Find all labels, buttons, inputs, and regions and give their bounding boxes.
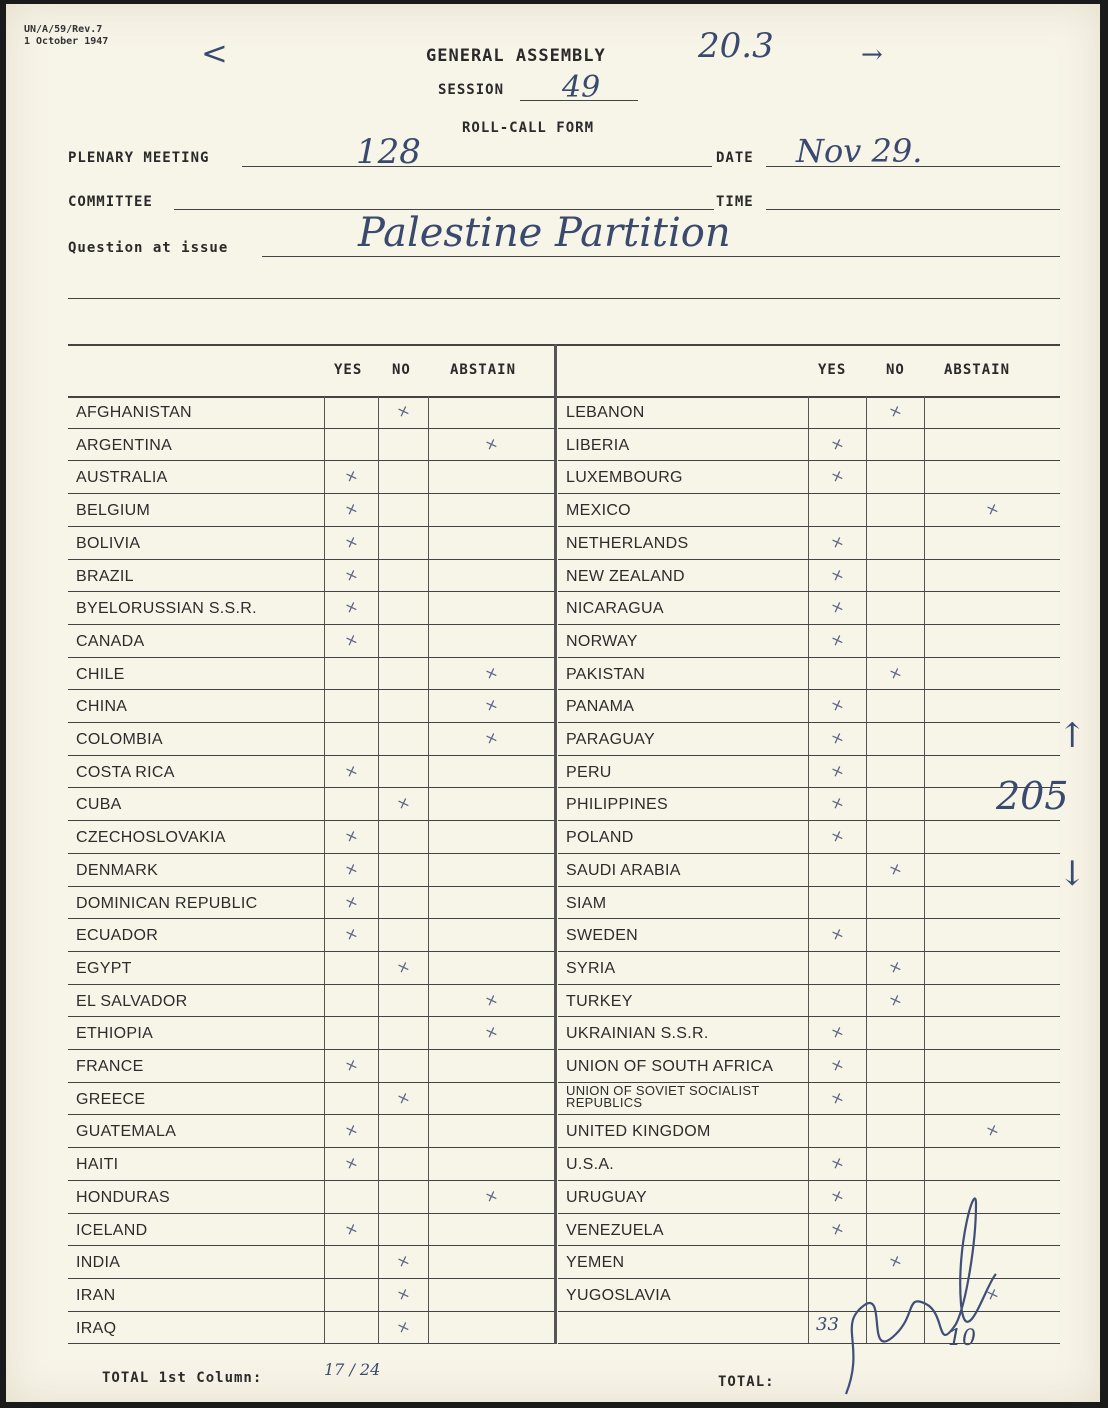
vote-mark-yes: × bbox=[828, 1185, 847, 1207]
vote-mark-abstain: × bbox=[983, 1119, 1002, 1141]
vote-mark-yes: × bbox=[828, 727, 847, 749]
right-country-sweden: SWEDEN bbox=[566, 927, 639, 945]
left-country-czechoslovakia: CZECHOSLOVAKIA bbox=[76, 829, 226, 847]
left-country-honduras: HONDURAS bbox=[76, 1188, 170, 1206]
handwritten-page-note: 20.3 bbox=[698, 26, 774, 66]
vote-mark-yes: × bbox=[342, 498, 361, 520]
vote-mark-yes: × bbox=[828, 433, 847, 455]
right-country-liberia: LIBERIA bbox=[566, 436, 630, 454]
vote-mark-yes: × bbox=[828, 1054, 847, 1076]
vote-mark-yes: × bbox=[342, 1119, 361, 1141]
roll-call-form-page bbox=[6, 4, 1100, 1402]
left-country-afghanistan: AFGHANISTAN bbox=[76, 404, 192, 421]
date-label: DATE bbox=[716, 150, 754, 166]
left-country-bolivia: BOLIVIA bbox=[76, 534, 141, 552]
left-country-iceland: ICELAND bbox=[76, 1221, 148, 1239]
right-country-philippines: PHILIPPINES bbox=[566, 796, 669, 814]
question-label: Question at issue bbox=[68, 240, 229, 256]
left-country-costa-rica: COSTA RICA bbox=[76, 763, 175, 781]
vote-mark-abstain: × bbox=[482, 694, 501, 716]
total-first-column-value: 17 / 24 bbox=[324, 1360, 381, 1379]
vote-mark-yes: × bbox=[342, 858, 361, 880]
right-country-ukrainian-s-s-r-: UKRAINIAN S.S.R. bbox=[566, 1025, 709, 1043]
vote-mark-yes: × bbox=[828, 1152, 847, 1174]
right-country-norway: NORWAY bbox=[566, 632, 638, 650]
vote-mark-abstain: × bbox=[482, 661, 501, 684]
vote-mark-no: × bbox=[394, 956, 413, 978]
left-country-denmark: DENMARK bbox=[76, 861, 159, 879]
header-no-left: NO bbox=[392, 362, 411, 378]
right-country-union-of-south-africa: UNION OF SOUTH AFRICA bbox=[566, 1058, 774, 1075]
vote-mark-no: × bbox=[886, 400, 905, 422]
vote-mark-abstain: × bbox=[482, 1185, 501, 1207]
right-country-panama: PANAMA bbox=[566, 698, 635, 716]
plenary-meeting-label: PLENARY MEETING bbox=[68, 150, 210, 166]
vote-mark-yes: × bbox=[828, 531, 847, 553]
left-country-cuba: CUBA bbox=[76, 796, 122, 814]
left-country-el-salvador: EL SALVADOR bbox=[76, 992, 188, 1010]
left-country-egypt: EGYPT bbox=[76, 959, 132, 977]
left-country-colombia: COLOMBIA bbox=[76, 731, 163, 748]
left-country-brazil: BRAZIL bbox=[76, 567, 134, 585]
left-country-ecuador: ECUADOR bbox=[76, 927, 159, 945]
vote-mark-yes: × bbox=[342, 596, 361, 618]
right-country-new-zealand: NEW ZEALAND bbox=[566, 567, 685, 585]
right-country-luxembourg: LUXEMBOURG bbox=[566, 469, 683, 487]
question-value: Palestine Partition bbox=[358, 210, 731, 256]
right-country-paraguay: PARAGUAY bbox=[566, 731, 655, 748]
vote-mark-abstain: × bbox=[983, 1283, 1002, 1305]
vote-mark-yes: × bbox=[828, 465, 847, 487]
handwritten-side-note: 205 bbox=[996, 774, 1069, 818]
right-country-netherlands: NETHERLANDS bbox=[566, 534, 689, 552]
vote-mark-yes: × bbox=[342, 923, 361, 945]
vote-mark-yes: × bbox=[342, 1152, 361, 1174]
vote-mark-no: × bbox=[886, 858, 905, 880]
arrow-down-icon: ↓ bbox=[1058, 854, 1087, 894]
right-country-union-of-soviet-socialist-republics: UNION OF SOVIET SOCIALIST REPUBLICS bbox=[566, 1082, 760, 1110]
right-country-mexico: MEXICO bbox=[566, 502, 631, 520]
vote-mark-yes: × bbox=[828, 1021, 847, 1043]
vote-mark-yes: × bbox=[342, 825, 361, 847]
right-country-saudi-arabia: SAUDI ARABIA bbox=[566, 861, 681, 879]
vote-mark-no: × bbox=[394, 400, 413, 422]
arrow-left-icon: < bbox=[201, 34, 228, 72]
vote-mark-yes: × bbox=[828, 825, 847, 847]
total-abstain-value: 10 bbox=[948, 1326, 976, 1351]
right-country-venezuela: VENEZUELA bbox=[566, 1221, 664, 1239]
left-country-iran: IRAN bbox=[76, 1286, 116, 1304]
right-country-peru: PERU bbox=[566, 763, 612, 781]
total-label: TOTAL: bbox=[718, 1374, 775, 1390]
right-country-yemen: YEMEN bbox=[566, 1254, 625, 1272]
vote-mark-no: × bbox=[886, 956, 905, 978]
right-country-uruguay: URUGUAY bbox=[566, 1188, 647, 1206]
right-country-poland: POLAND bbox=[566, 829, 634, 847]
vote-mark-abstain: × bbox=[482, 988, 501, 1011]
vote-mark-no: × bbox=[394, 1087, 413, 1109]
left-country-byelorussian-s-s-r-: BYELORUSSIAN S.S.R. bbox=[76, 600, 257, 618]
vote-mark-yes: × bbox=[828, 1217, 847, 1240]
total-first-column-label: TOTAL 1st Column: bbox=[102, 1370, 263, 1386]
vote-mark-yes: × bbox=[342, 1054, 361, 1076]
vote-mark-yes: × bbox=[342, 890, 361, 913]
vote-mark-yes: × bbox=[342, 629, 361, 651]
vote-mark-yes: × bbox=[342, 760, 361, 782]
date-value: Nov 29. bbox=[796, 132, 923, 170]
vote-mark-no: × bbox=[394, 1250, 413, 1272]
plenary-meeting-value: 128 bbox=[356, 132, 421, 172]
vote-mark-yes: × bbox=[828, 760, 847, 782]
left-country-argentina: ARGENTINA bbox=[76, 436, 173, 454]
vote-mark-yes: × bbox=[828, 1087, 847, 1109]
right-country-syria: SYRIA bbox=[566, 959, 616, 977]
left-country-india: INDIA bbox=[76, 1254, 121, 1272]
vote-mark-yes: × bbox=[342, 563, 361, 586]
header-yes-left: YES bbox=[334, 362, 363, 378]
document-date: 1 October 1947 bbox=[24, 36, 109, 47]
right-country-yugoslavia: YUGOSLAVIA bbox=[566, 1286, 671, 1304]
left-country-australia: AUSTRALIA bbox=[76, 469, 168, 487]
vote-mark-no: × bbox=[886, 988, 905, 1011]
vote-mark-no: × bbox=[886, 661, 905, 684]
header-no-right: NO bbox=[886, 362, 905, 378]
left-country-belgium: BELGIUM bbox=[76, 502, 151, 520]
vote-mark-yes: × bbox=[828, 563, 847, 586]
vote-mark-abstain: × bbox=[482, 727, 501, 749]
vote-mark-yes: × bbox=[828, 694, 847, 716]
vote-mark-no: × bbox=[394, 1283, 413, 1305]
vote-mark-abstain: × bbox=[482, 433, 501, 455]
time-label: TIME bbox=[716, 194, 754, 210]
vote-mark-no: × bbox=[394, 1315, 413, 1338]
left-country-greece: GREECE bbox=[76, 1090, 146, 1108]
vote-mark-yes: × bbox=[828, 792, 847, 814]
vote-mark-no: × bbox=[886, 1250, 905, 1272]
form-name: ROLL-CALL FORM bbox=[462, 120, 595, 136]
right-country-pakistan: PAKISTAN bbox=[566, 665, 646, 683]
header-abstain-right: ABSTAIN bbox=[944, 362, 1011, 378]
arrow-up-icon: ↑ bbox=[1058, 716, 1087, 756]
arrow-right-icon: → bbox=[861, 40, 883, 70]
vote-mark-yes: × bbox=[828, 596, 847, 618]
vote-mark-yes: × bbox=[828, 629, 847, 651]
header-abstain-left: ABSTAIN bbox=[450, 362, 517, 378]
right-country-siam: SIAM bbox=[566, 894, 607, 912]
vote-mark-abstain: × bbox=[482, 1021, 501, 1043]
right-country-u-s-a-: U.S.A. bbox=[566, 1156, 615, 1174]
right-country-lebanon: LEBANON bbox=[566, 404, 645, 421]
session-label: SESSION bbox=[438, 82, 505, 98]
left-country-dominican-republic: DOMINICAN REPUBLIC bbox=[76, 894, 258, 912]
session-value: 49 bbox=[562, 70, 601, 105]
vote-mark-yes: × bbox=[828, 923, 847, 945]
right-country-united-kingdom: UNITED KINGDOM bbox=[566, 1123, 711, 1141]
left-country-france: FRANCE bbox=[76, 1058, 144, 1075]
document-reference: UN/A/59/Rev.7 bbox=[24, 24, 103, 35]
vote-mark-abstain: × bbox=[983, 498, 1002, 520]
left-country-chile: CHILE bbox=[76, 665, 125, 683]
vote-mark-no: × bbox=[394, 792, 413, 814]
vote-mark-yes: × bbox=[342, 1217, 361, 1240]
vote-mark-yes: × bbox=[342, 465, 361, 487]
form-title: GENERAL ASSEMBLY bbox=[426, 46, 606, 66]
left-country-guatemala: GUATEMALA bbox=[76, 1123, 177, 1141]
right-country-nicaragua: NICARAGUA bbox=[566, 600, 664, 618]
vote-mark-yes: × bbox=[342, 531, 361, 553]
left-country-canada: CANADA bbox=[76, 632, 145, 650]
left-country-haiti: HAITI bbox=[76, 1156, 119, 1174]
header-yes-right: YES bbox=[818, 362, 847, 378]
right-country-turkey: TURKEY bbox=[566, 992, 633, 1010]
left-country-china: CHINA bbox=[76, 698, 128, 716]
committee-label: COMMITTEE bbox=[68, 194, 153, 210]
left-country-iraq: IRAQ bbox=[76, 1319, 117, 1337]
total-yes-value: 33 bbox=[816, 1314, 839, 1335]
left-country-ethiopia: ETHIOPIA bbox=[76, 1025, 154, 1043]
signature bbox=[826, 1184, 1016, 1402]
